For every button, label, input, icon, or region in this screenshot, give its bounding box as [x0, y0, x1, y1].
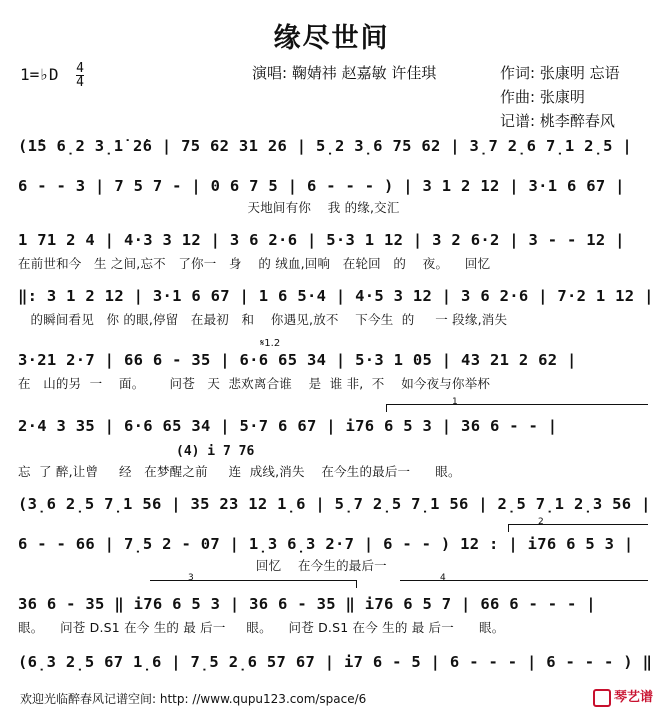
time-signature	[76, 62, 84, 89]
staff-row-7	[18, 492, 651, 516]
segno-marker: 𝄋1.2	[260, 338, 281, 349]
logo-text: 琴艺谱	[613, 690, 653, 705]
staff-row-3	[18, 228, 646, 252]
time-bottom: 4	[76, 75, 84, 90]
composer: 作曲: 张康明	[500, 88, 585, 106]
volta-label-1: 1	[452, 397, 458, 407]
volta-tick-2	[508, 524, 509, 532]
notes-row-7: (3̣6 2̣5 7̣1 56 | 35 23 12 1̣6 | 5̣7 2̣5 7̣1 56 | 2̣5 7̣1 2̣3 56 |	[18, 495, 651, 513]
notes-row-10: (6̣3 2̣5 67 1̣6 | 7̣5 2̣6 57 67 | i7 6 - 5 | 6 - - - | 6 - - - ) ‖	[18, 653, 653, 671]
song-title: 缘尽世间	[273, 23, 390, 54]
volta-tick-3	[356, 580, 357, 588]
staff-row-9	[18, 592, 646, 616]
lyrics-row-6: 忘 了 醉,让曾 经 在梦醒之前 连 成线,消失 在今生的最后一 眼。	[18, 464, 461, 479]
notes-row-4: ‖: 3 1 2 12 | 3·1 6 67 | 1 6 5·4 | 4·5 3 12 | 3 6 2·6 | 7·2 1 12 |	[18, 287, 654, 305]
time-top: 4	[76, 61, 84, 76]
lyrics-row-5: 在 山的另 一 面。 问苍 天 悲欢离合谁 是 谁 非, 不 如今夜与你举杯	[18, 376, 491, 391]
key-signature	[20, 62, 84, 89]
volta-bracket-3	[150, 580, 356, 581]
notes-row-8: 6 - - 66 | 7̣5 2 - 07 | 1̣3 6̣3 2·7 | 6 - - ) 12 : | i76 6 5 3 |	[18, 535, 634, 553]
notes-row-5: 3·21 2·7 | 66 6 - 35 | 6·6 65 34 | 5·3 1 05 | 43 21 2 62 |	[18, 351, 577, 369]
site-logo	[593, 686, 653, 707]
volta-label-3: 3	[188, 573, 194, 583]
singers: 演唱: 鞠婧祎 赵嘉敏 许佳琪	[252, 64, 437, 82]
staff-row-4	[18, 284, 654, 308]
notes-row-1: (1̇5 6̣2 3̣1̇ 2̇6 | 75 62 31 26 | 5̣2 3̣6 75 62 | 3̣7 2̣6 7̣1 2̣5 |	[18, 137, 633, 155]
lyrics-row-2: 天地间有你 我 的缘,交汇	[18, 200, 400, 215]
lyrics-row-3: 在前世和今 生 之间,忘不 了你一 身 的 绒血,回响 在轮回 的 夜。 回忆	[18, 256, 491, 271]
staff-row-5	[18, 348, 646, 372]
staff-row-10	[18, 650, 653, 674]
volta-bracket-2	[508, 524, 648, 525]
logo-icon	[593, 689, 611, 707]
notes-row-9: 36 6 - 35 ‖ i76 6 5 3 | 36 6 - 35 ‖ i76 6 5 7 | 66 6 - - - |	[18, 595, 596, 613]
lyrics-row-8: 回忆 在今生的最后一	[18, 558, 387, 573]
volta-label-2: 2	[538, 517, 544, 527]
staff-row-6	[18, 414, 646, 438]
footer-url: 欢迎光临醉春风记谱空间: http: //www.qupu123.com/space/6	[20, 692, 367, 706]
volta-bracket-4	[400, 580, 648, 581]
notes-row-2: 6 - - 3 | 7 5 7 - | 0 6 7 5 | 6 - - - ) | 3 1 2 12 | 3·1 6 67 |	[18, 177, 625, 195]
staff-row-8	[18, 532, 646, 556]
notes-row-6: 2·4 3 35 | 6·6 65 34 | 5·7 6 67 | i76 6 5 3 | 36 6 - - |	[18, 417, 558, 435]
volta-label-4: 4	[440, 573, 446, 583]
notes-row-3: 1 71 2 4 | 4·3 3 12 | 3 6 2·6 | 5·3 1 12 | 3 2 6·2 | 3 - - 12 |	[18, 231, 625, 249]
transcriber: 记谱: 桃李醉春风	[500, 112, 615, 130]
lyrics-row-4: 的瞬间看见 你 的眼,停留 在最初 和 你遇见,放不 下今生 的 一 段缘,消失	[18, 312, 508, 327]
repeat-4-marker: (4) i 7 76	[176, 444, 255, 459]
volta-bracket-1	[386, 404, 648, 405]
lyricist: 作词: 张康明 忘语	[500, 64, 620, 82]
staff-row-1	[18, 134, 646, 158]
key-label: 1=♭D	[20, 65, 59, 84]
volta-tick-1	[386, 404, 387, 412]
lyrics-row-9: 眼。 问苍 D.S1 在今 生的 最 后一 眼。 问苍 D.S1 在今 生的 最 后一 眼。	[18, 620, 505, 635]
staff-row-2	[18, 174, 646, 198]
